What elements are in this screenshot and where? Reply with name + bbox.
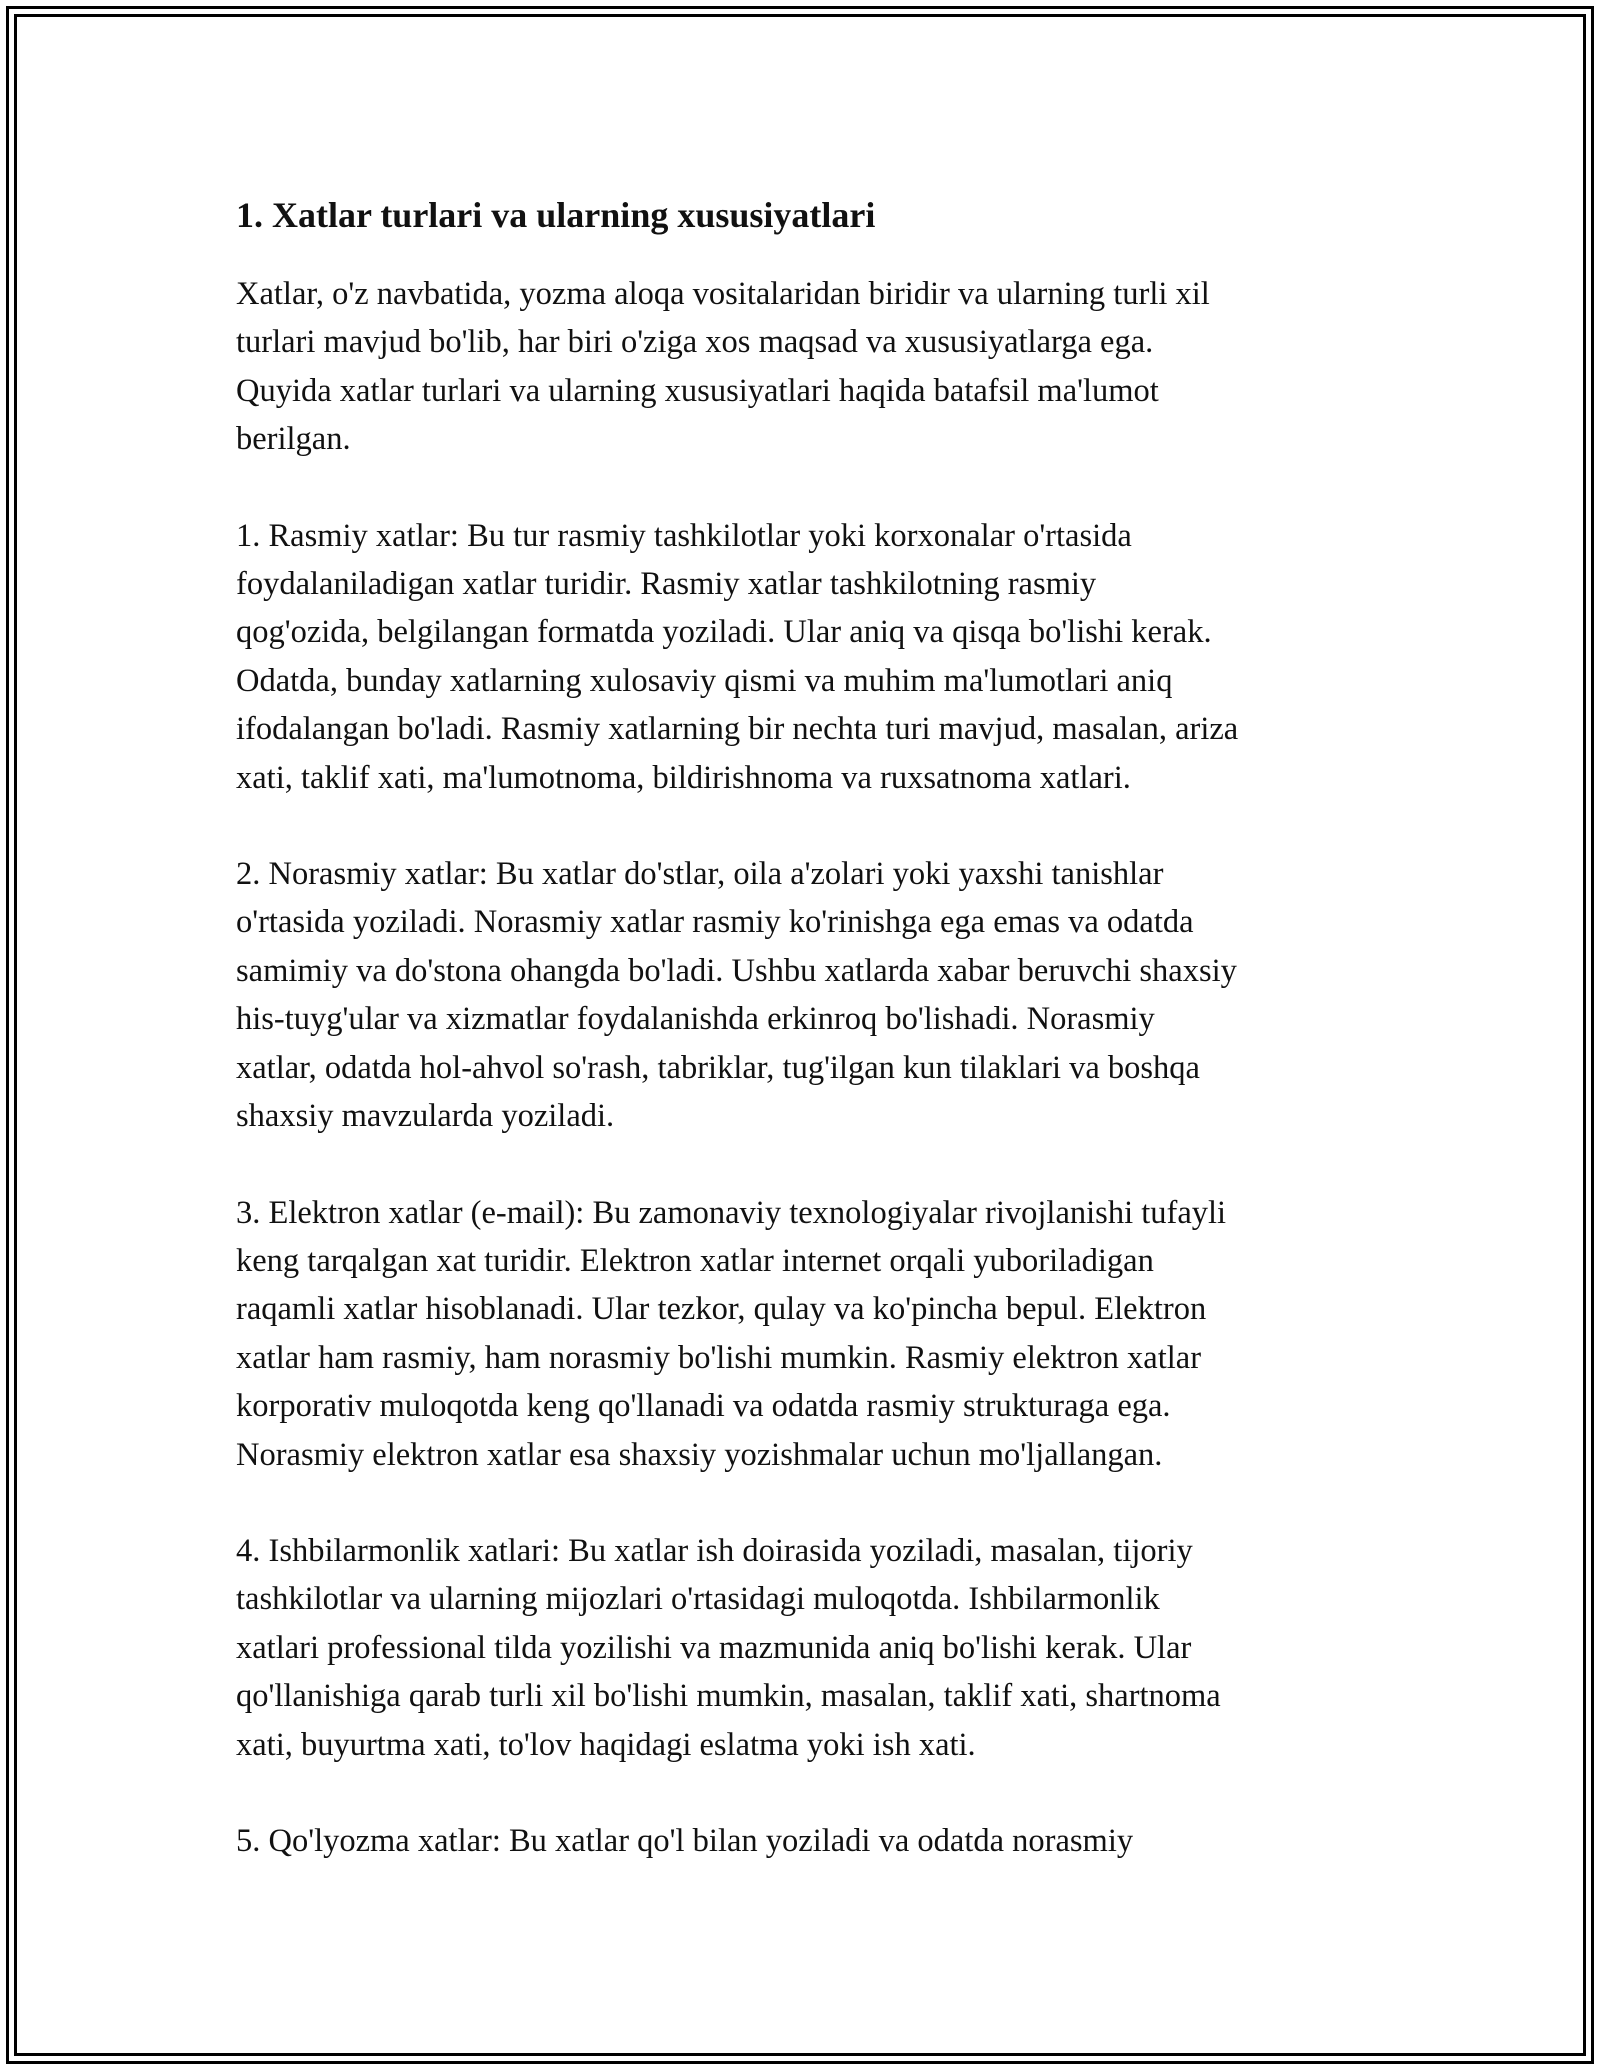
paragraph-intro: Xatlar, o'z navbatida, yozma aloqa vositalaridan biridir va ularning turli xil turlari mavjud bo'lib, har biri o'ziga xos maqsad va xususiyatlarga ega. Quyida xatlar turlari va ularning xususiyatlari haqida batafsil ma'lumot berilgan. <box>236 276 1210 458</box>
document-title: 1. Xatlar turlari va ularning xususiyatlari <box>236 195 876 235</box>
paragraph-electronic-letters: 3. Elektron xatlar (e-mail): Bu zamonaviy texnologiyalar rivojlanishi tufayli keng tarqalgan xat turidir. Elektron xatlar internet orqali yuboriladigan raqamli xatlar hisoblanadi. Ular tezkor, qulay va ko'pincha bepul. Elektron xatlar ham rasmiy, ham norasmiy bo'lishi mumkin. Rasmiy elektron xatlar korporativ muloqotda keng qo'llanadi va odatda rasmiy strukturaga ega. Norasmiy elektron xatlar esa shaxsiy yozishmalar uchun mo'ljallangan. <box>236 1194 1227 1473</box>
paragraph-business-letters: 4. Ishbilarmonlik xatlari: Bu xatlar ish doirasida yoziladi, masalan, tijoriy tashkilotlar va ularning mijozlari o'rtasidagi muloqotda. Ishbilarmonlik xatlari professional tilda yozilishi va mazmunida aniq bo'lishi kerak. Ular qo'llanishiga qarab turli xil bo'lishi mumkin, masalan, taklif xati, shartnoma xati, buyurtma xati, to'lov haqidagi eslatma yoki ish xati. <box>236 1532 1221 1763</box>
paragraph-informal-letters: 2. Norasmiy xatlar: Bu xatlar do'stlar, oila a'zolari yoki yaxshi tanishlar o'rtasida yoziladi. Norasmiy xatlar rasmiy ko'rinishga ega emas va odatda samimiy va do'stona ohangda bo'ladi. Ushbu xatlarda xabar beruvchi shaxsiy his-tuyg'ular va xizmatlar foydalanishda erkinroq bo'lishadi. Norasmiy xatlar, odatda hol-ahvol so'rash, tabriklar, tug'ilgan kun tilaklari va boshqa shaxsiy mavzularda yoziladi. <box>236 856 1237 1135</box>
paragraph-formal-letters: 1. Rasmiy xatlar: Bu tur rasmiy tashkilotlar yoki korxonalar o'rtasida foydalaniladigan xatlar turidir. Rasmiy xatlar tashkilotning rasmiy qog'ozida, belgilangan formatda yoziladi. Ular aniq va qisqa bo'lishi kerak. Odatda, bunday xatlarning xulosaviy qismi va muhim ma'lumotlari aniq ifodalangan bo'ladi. Rasmiy xatlarning bir nechta turi mavjud, masalan, ariza xati, taklif xati, ma'lumotnoma, bildirishnoma va ruxsatnoma xatlari. <box>236 517 1239 796</box>
document-body <box>236 186 1376 1913</box>
paragraph-handwritten-letters: 5. Qo'lyozma xatlar: Bu xatlar qo'l bilan yoziladi va odatda norasmiy <box>236 1822 1134 1859</box>
